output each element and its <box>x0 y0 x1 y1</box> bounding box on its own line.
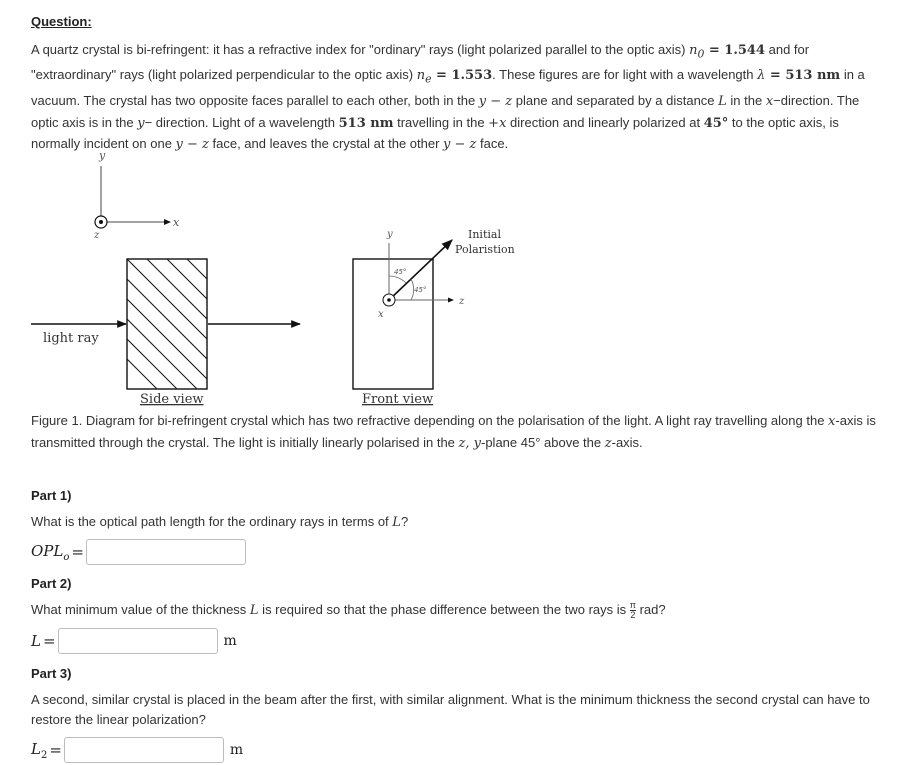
part2-answer-label: L <box>31 632 41 650</box>
fv-axis-z-label: z <box>459 296 465 307</box>
initial-polarisation-label-line1: Initial <box>468 228 501 241</box>
axis-y-label: y <box>99 149 106 162</box>
axis-z-label: z <box>94 230 100 241</box>
side-view <box>31 259 317 407</box>
x-axis-arrow-icon <box>164 219 171 225</box>
fv-axis-x-label: x <box>378 309 384 320</box>
part3-answer-label: $L_2$ <box>31 739 48 761</box>
crystal-diagram <box>0 140 560 410</box>
angle-label-a: 45° <box>394 268 407 276</box>
part3-title: Part 3) <box>31 666 72 681</box>
light-ray-label: light ray <box>43 331 99 346</box>
part2-unit: m <box>223 633 237 649</box>
fv-axis-y-label: y <box>387 229 393 240</box>
figure-caption: Figure 1. Diagram for bi-refringent crystal which has two refractive depending on the polarisation of the light. A light ray travelling along the x-axis is transmitted through the crystal. The light is initially linearly polarised in the z, y-plane 45° above the z-axis. <box>31 413 876 451</box>
fv-z-axis-arrow-icon <box>448 298 454 303</box>
part2-thickness-input[interactable] <box>58 628 218 654</box>
side-view-label: Side view <box>140 392 204 407</box>
part1-title: Part 1) <box>31 488 72 503</box>
part2-title: Part 2) <box>31 576 72 591</box>
question-heading: Question: <box>31 14 92 29</box>
initial-polarisation-label-line2: Polaristion <box>455 243 515 256</box>
pi-over-2-fraction: $\frac{\pi}{2}$ <box>629 600 636 621</box>
part3-thickness-input[interactable] <box>64 737 224 763</box>
part3-answer-row: $L_2$ = m <box>31 737 243 763</box>
angle-label-b: 45° <box>414 286 427 294</box>
question-text: A quartz crystal is bi-refringent: it has a refractive index for "ordinary" rays (light polarized parallel to the optic axis) $n_0 = 1.544$ and for "extraordinary" rays (light polarized perpendicular to the optic axis) $n_e = 1.553$. These figures are for light with a wavelength λ = 513 nm in a vacuum. The crystal has two opposite faces parallel to each other, both in the y − z plane and separated by a distance L in the x−direction. The optic axis is in the y− direction. Light of a wavelength 513 nm travelling in the +x direction and linearly polarized at 45° to the optic axis, is normally incident on one y − z face, and leaves the crystal at the other y − z face. <box>31 42 865 153</box>
part1-opl-input[interactable] <box>86 539 246 565</box>
part2-answer-row: L = m <box>31 628 237 654</box>
part3-question: A second, similar crystal is placed in the beam after the first, with similar alignment. What is the minimum thickness the second crystal can have to restore the linear polarization? <box>31 692 870 727</box>
part3-unit: m <box>229 742 244 758</box>
axes-legend <box>93 149 180 241</box>
part1-answer-row: $OPL_o$ = <box>31 539 246 565</box>
crystal-front-view <box>353 259 433 389</box>
part1-answer-label: $OPL_o$ <box>31 541 70 563</box>
front-view <box>353 228 515 407</box>
part2-question: What minimum value of the thickness L is required so that the phase difference between the two rays is $\frac{\pi}{2}$ rad? <box>31 600 666 621</box>
part1-question: What is the optical path length for the ordinary rays in terms of L? <box>31 514 409 530</box>
front-view-label: Front view <box>362 392 434 407</box>
axis-x-label: x <box>173 216 180 229</box>
